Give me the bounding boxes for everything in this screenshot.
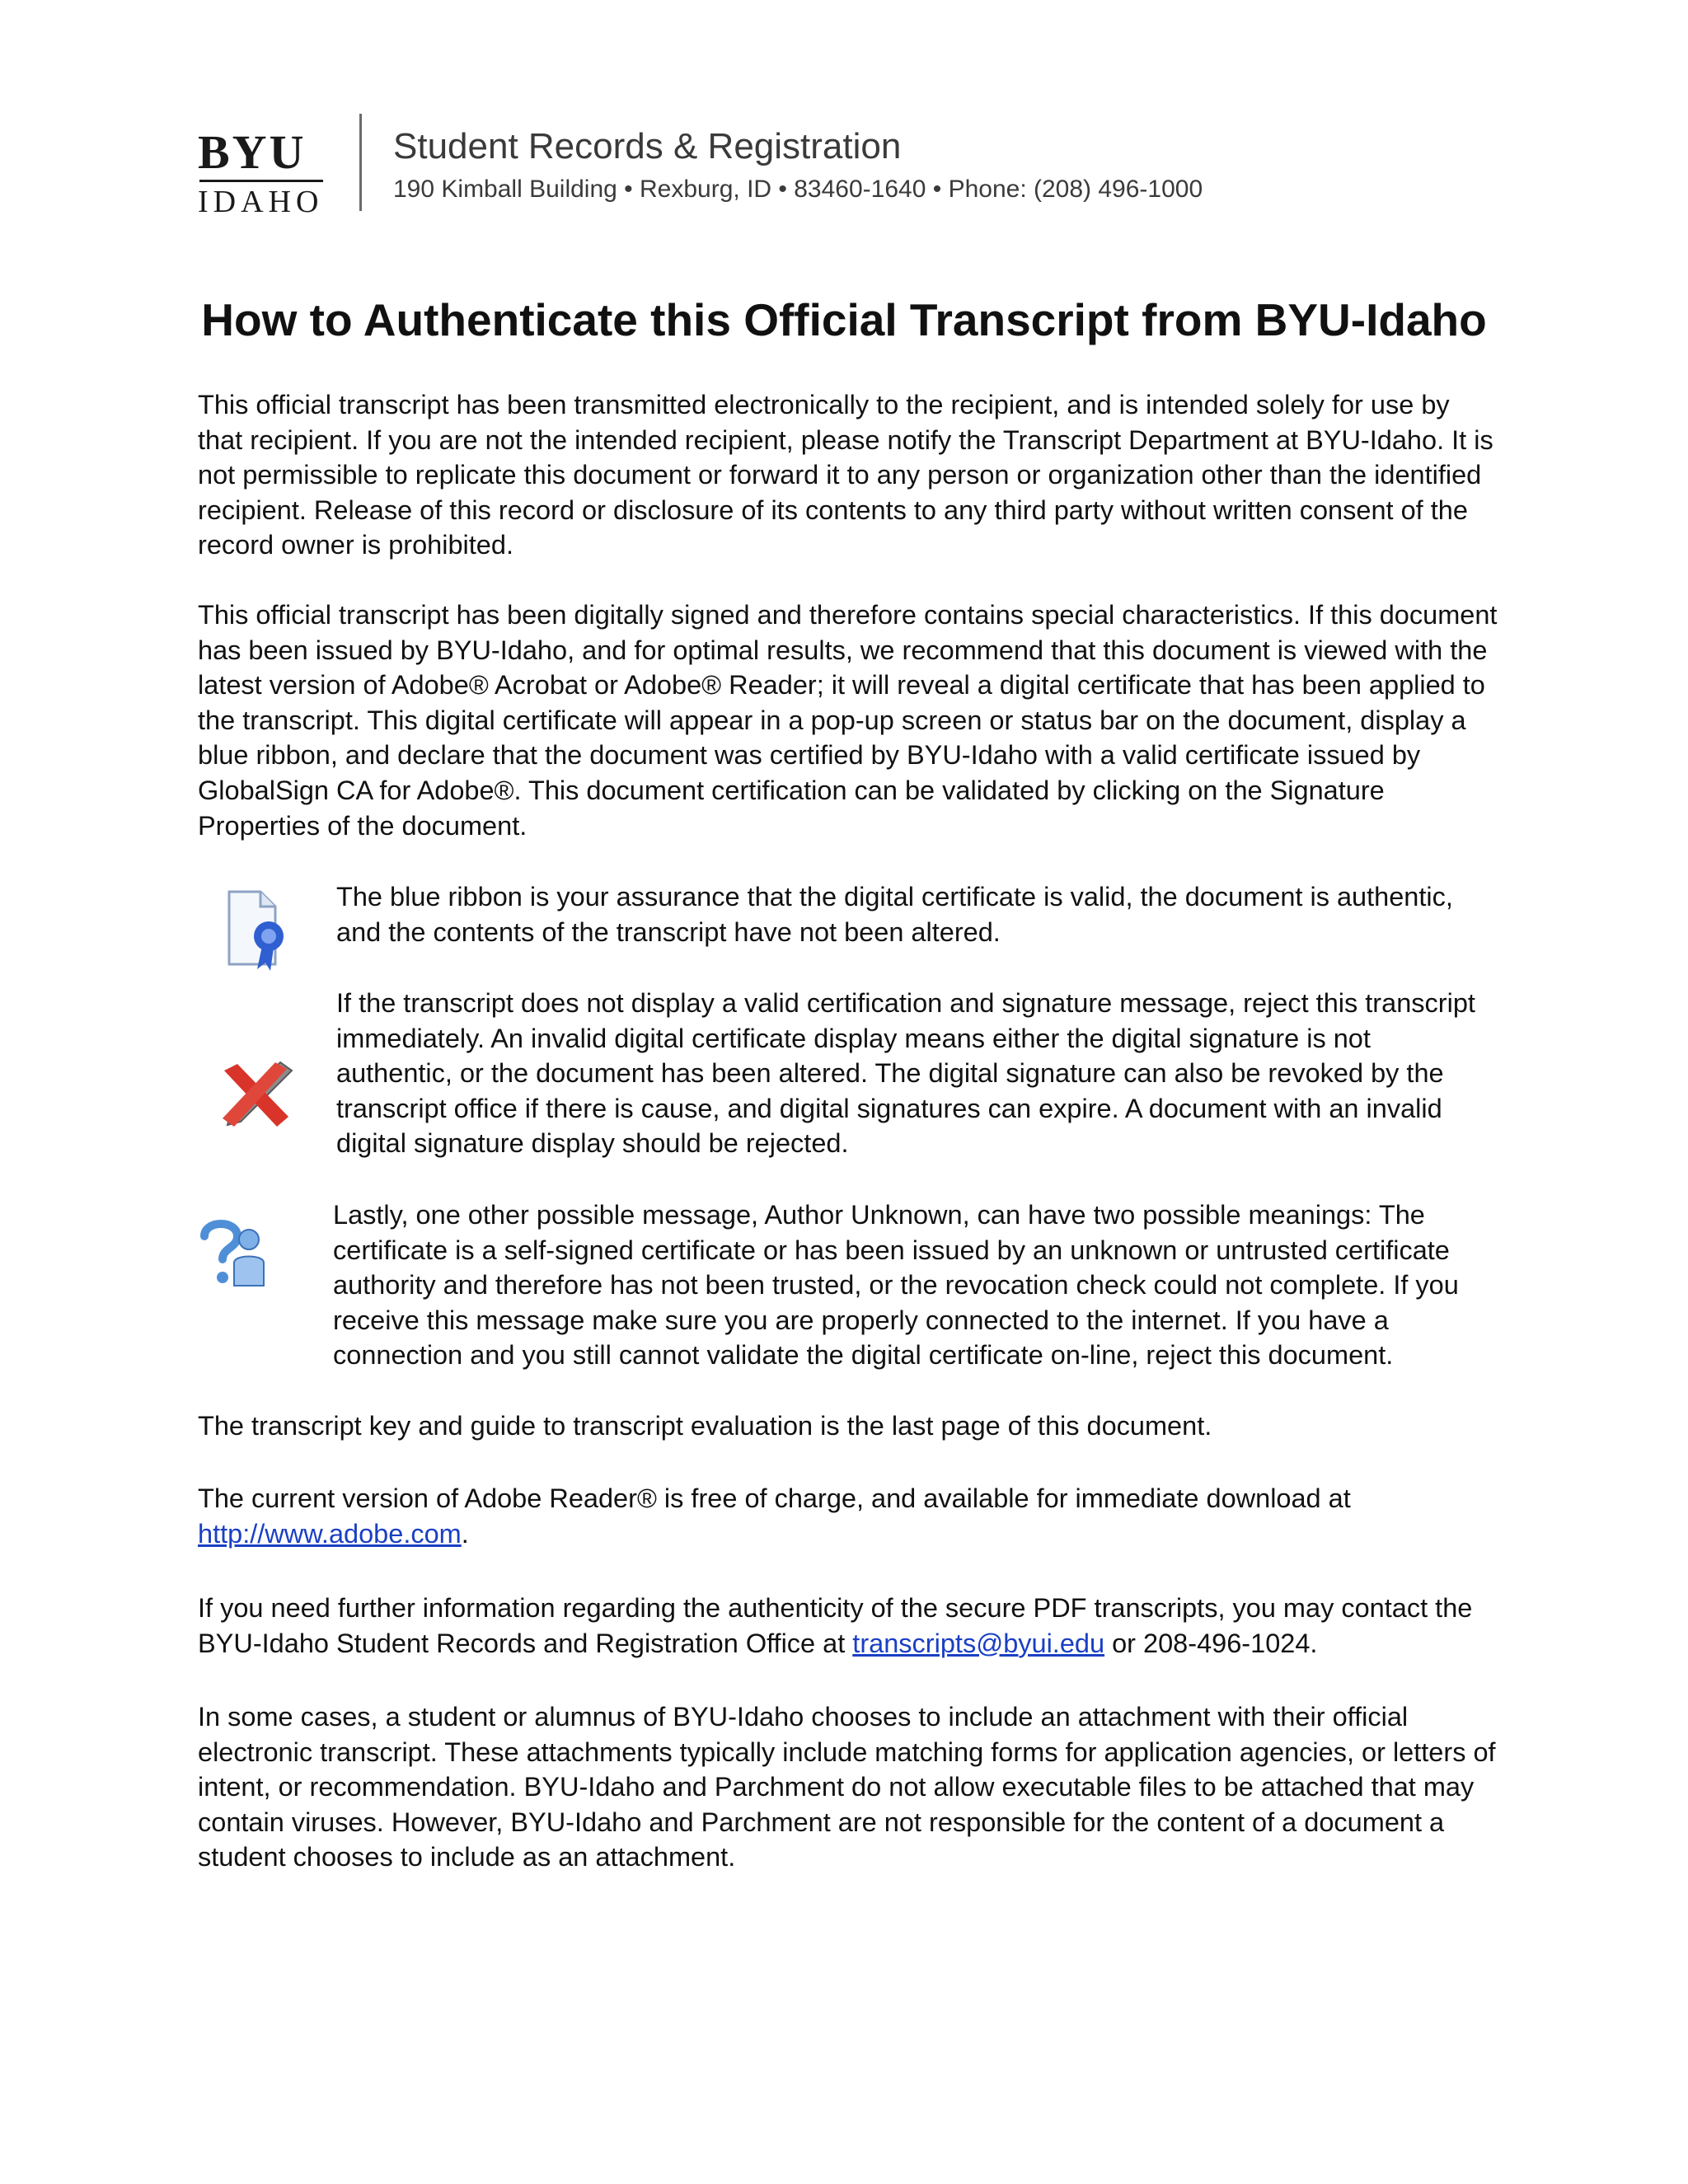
paragraph-digital-signature: This official transcript has been digitally signed and therefore contains special characteristics. If this document has been issued by BYU-Idaho, and for optimal results, we recommend that this document is viewed with the latest version of Adobe® Acrobat or Adobe® Reader; it will reveal a digital certificate that has been applied to the transcript. This digital certificate will appear in a pop-up screen or status bar on the document, display a blue ribbon, and declare that the document was certified by BYU-Idaho with a valid certificate issued by GlobalSign CA for Adobe®. This document certification can be validated by clicking on the Signature Properties of the document.	[198, 600, 1498, 841]
adobe-reader-text: The current version of Adobe Reader® is free of charge, and available for immediate download at	[198, 1483, 1351, 1513]
logo-idaho-text: IDAHO	[198, 185, 324, 219]
paragraph-author-unknown: Lastly, one other possible message, Author Unknown, can have two possible meanings: The certificate is a self-signed certificate or has been issued by an unknown or untrusted certificate authority and therefore has not been trusted, or the revocation check could not complete. If you receive this message make sure you are properly connected to the internet. If you have a connection and you still cannot validate the digital certificate on-line, reject this document.	[333, 1200, 1459, 1371]
adobe-link[interactable]: http://www.adobe.com	[198, 1518, 462, 1549]
byu-idaho-logo	[198, 125, 330, 219]
office-name: Student Records & Registration	[393, 126, 902, 166]
logo-byu-text: BYU	[198, 125, 307, 179]
paragraph-adobe-reader	[198, 1481, 1500, 1551]
paragraph-blue-ribbon: The blue ribbon is your assurance that the digital certificate is valid, the document is authentic, and the contents of the transcript have not been altered.	[336, 882, 1453, 947]
adobe-reader-end: .	[461, 1518, 469, 1549]
invalid-signature-x-icon	[216, 1059, 295, 1132]
office-address: 190 Kimball Building • Rexburg, ID • 83460-1640 • Phone: (208) 496-1000	[393, 176, 1203, 203]
author-unknown-question-icon	[191, 1212, 274, 1291]
paragraph-attachments: In some cases, a student or alumnus of BYU-Idaho chooses to include an attachment with their official electronic transcript. These attachments typically include matching forms for application agencies, or letters of intent, or recommendation. BYU-Idaho and Parchment do not allow executable files to be attached that may contain viruses. However, BYU-Idaho and Parchment are not responsible for the content of a document a student chooses to include as an attachment.	[198, 1702, 1496, 1872]
page-title: How to Authenticate this Official Transcript from BYU-Idaho	[201, 294, 1487, 345]
letterhead-divider	[359, 114, 362, 211]
contact-phone-text: or 208-496-1024.	[1104, 1628, 1318, 1658]
letterhead	[198, 114, 1269, 219]
logo-rule	[199, 180, 323, 182]
paragraph-intended-recipient: This official transcript has been transmitted electronically to the recipient, and is intended solely for use by that recipient. If you are not the intended recipient, please notify the Transcript Department at BYU-Idaho. It is not permissible to replicate this document or forward it to any person or organization other than the identified recipient. Release of this record or disclosure of its contents to any third party without written consent of the record owner is prohibited.	[198, 390, 1493, 560]
office-block	[393, 125, 1300, 206]
paragraph-transcript-key: The transcript key and guide to transcript evaluation is the last page of this document.	[198, 1411, 1212, 1441]
transcripts-email-link[interactable]: transcripts@byui.edu	[852, 1628, 1105, 1658]
paragraph-invalid-certificate: If the transcript does not display a valid certification and signature message, reject this transcript immediately. An invalid digital certificate display means either the digital signature is not authentic, or the document has been altered. The digital signature can also be revoked by the transcript office if there is cause, and digital signatures can expire. A document with an invalid digital signature display should be rejected.	[336, 988, 1475, 1159]
contact-text: If you need further information regarding the authenticity of the secure PDF transcripts, you may contact the BYU-Idaho Student Records and Registration Office at	[198, 1593, 1473, 1658]
certified-document-ribbon-icon	[224, 888, 292, 974]
paragraph-contact	[198, 1591, 1500, 1661]
